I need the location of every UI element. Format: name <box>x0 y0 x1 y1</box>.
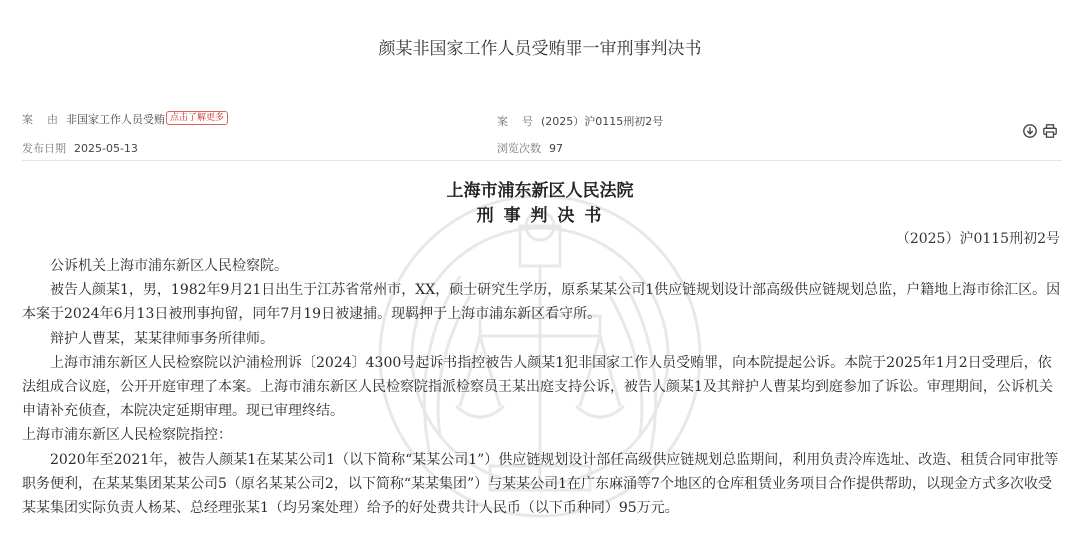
document-title: 颜某非国家工作人员受贿罪一审刑事判决书 <box>378 39 702 59</box>
view-count-label: 浏览次数 <box>497 142 541 155</box>
download-icon[interactable] <box>1022 123 1038 139</box>
case-number-label: 案 号 <box>497 115 533 128</box>
paragraph-defender: 辩护人曹某，某某律师事务所律师。 <box>50 330 274 347</box>
case-number-value: (2025）沪0115刑初2号 <box>541 115 664 128</box>
case-cause-value: 非国家工作人员受贿 <box>66 113 165 126</box>
publish-date-value: 2025-05-13 <box>74 142 138 155</box>
publish-date-field <box>22 140 138 156</box>
print-icon[interactable] <box>1042 123 1058 139</box>
paragraph-defendant: 被告人颜某1，男，1982年9月21日出生于江苏省常州市，XX，硕士研究生学历，原系某某公司1供应链规划设计部高级供应链规划总监，户籍地上海市徐汇区。因本案于2024年6月13日被刑事拘留，同年7月19日被逮捕。现羁押于上海市浦东新区看守所。 <box>22 282 1061 323</box>
paragraph-procedure: 上海市浦东新区人民检察院以沪浦检刑诉〔2024〕4300号起诉书指控被告人颜某1犯非国家工作人员受贿罪，向本院提起公诉。本院于2025年1月2日受理后，依法组成合议庭，公开开庭审理了本案。上海市浦东新区人民检察院指派检察员王某出庭支持公诉，被告人颜某1及其辩护人曹某均到庭参加了诉讼。审理期间，公诉机关申请补充侦查，本院决定延期审理。现已审理终结。 <box>22 354 1053 420</box>
view-count-value: 97 <box>549 142 563 155</box>
paragraph-facts: 2020年至2021年，被告人颜某1在某某公司1（以下简称“某某公司1”）供应链规划设计部任高级供应链规划总监期间，利用负责冷库选址、改造、租赁合同审批等职务便利，在某某集团某某公司5（原名某某公司2，以下简称“某某集团”）与某某公司1在广东麻涌等7个地区的仓库租赁业务项目合作提供帮助，以现金方式多次收受某某集团实际负责人杨某、总经理张某1（均另案处理）给予的好处费共计人民币（以下币种同）95万元。 <box>22 451 1059 517</box>
judgment-body <box>22 254 1062 520</box>
paragraph-prosecutor: 公诉机关上海市浦东新区人民检察院。 <box>50 258 288 274</box>
case-cause-label: 案 由 <box>22 113 58 126</box>
case-number-field <box>497 113 663 129</box>
learn-more-badge[interactable]: 点击了解更多 <box>166 111 228 125</box>
document-type: 刑 事 判 决 书 <box>476 206 604 226</box>
publish-date-label: 发布日期 <box>22 142 66 155</box>
case-reference: （2025）沪0115刑初2号 <box>895 231 1060 247</box>
court-name: 上海市浦东新区人民法院 <box>446 181 634 201</box>
paragraph-charge-heading: 上海市浦东新区人民检察院指控： <box>22 427 232 444</box>
view-count-field <box>497 140 563 156</box>
case-cause-field <box>22 111 228 127</box>
header-divider <box>22 160 1062 161</box>
